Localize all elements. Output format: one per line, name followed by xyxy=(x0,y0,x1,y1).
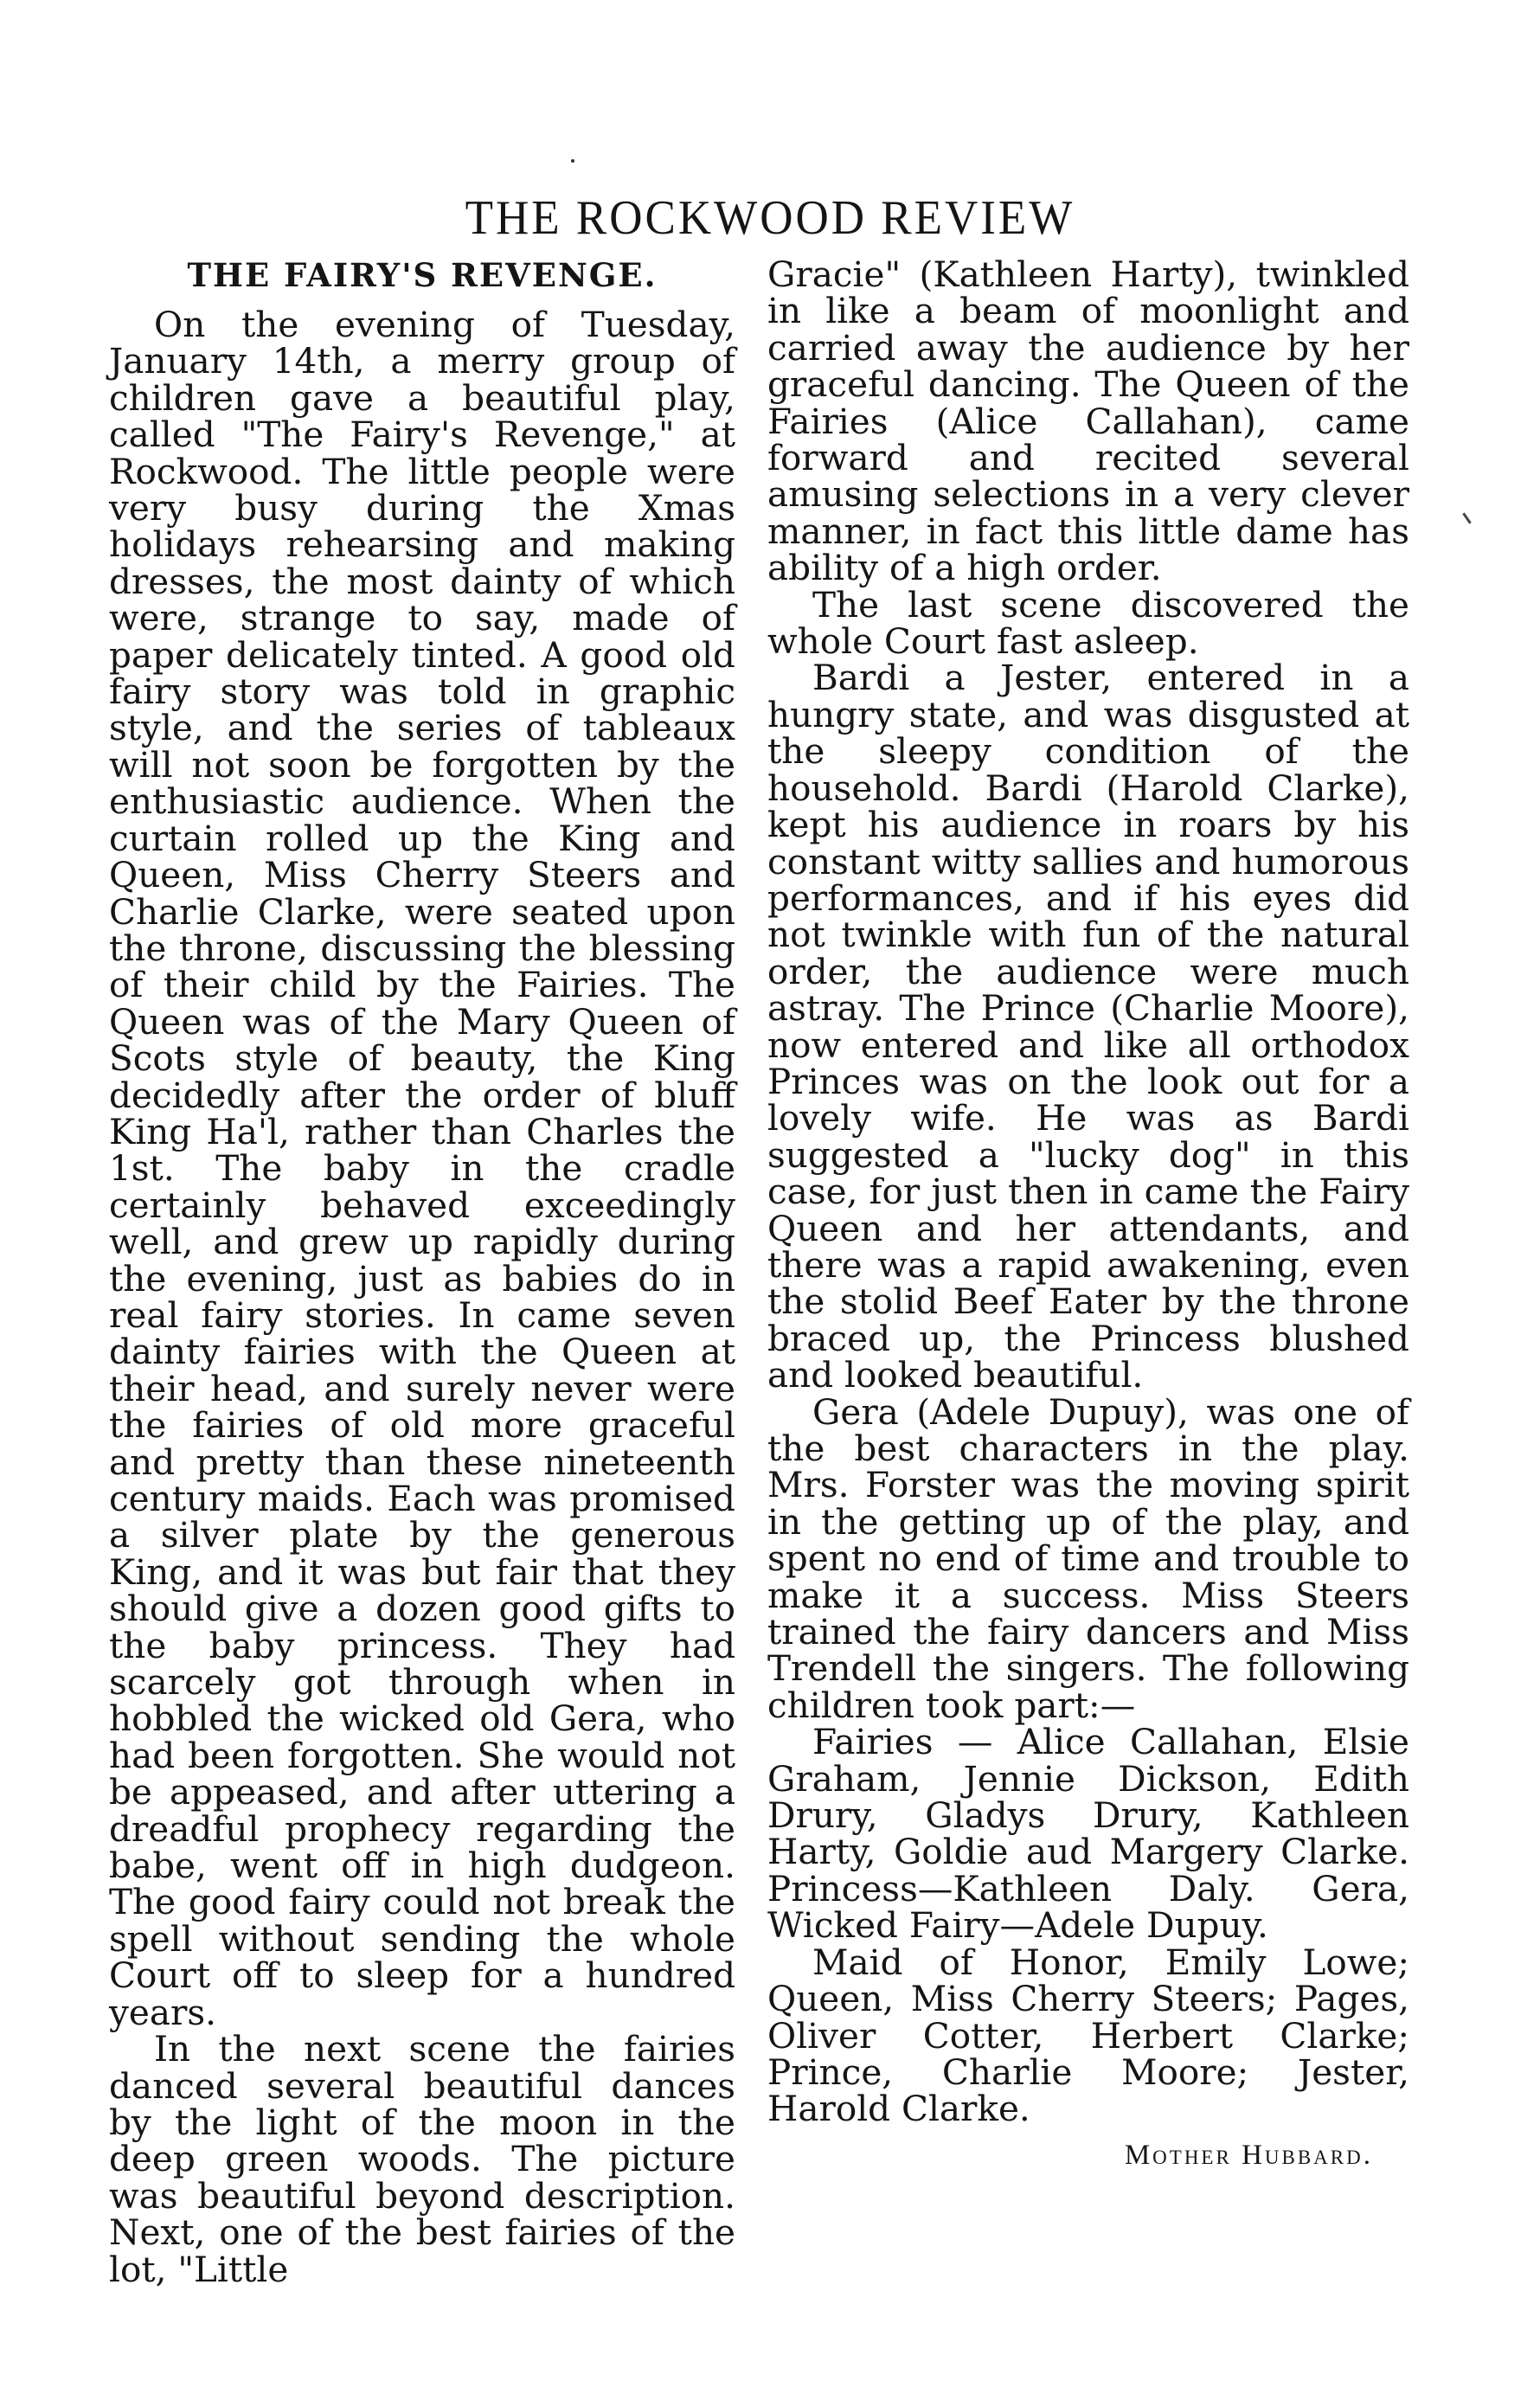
article-title: THE FAIRY'S REVENGE. xyxy=(187,256,658,294)
print-speck xyxy=(571,159,574,163)
cast-list-fairies: Fairies — Alice Callahan, Elsie Graham, Jennie Dickson, Edith Drury, Gladys Drury, Kathleen Harty, Goldie aud Margery Clarke. Princess—Kathleen Daly. Gera, Wicked Fairy—Adele Dupuy. xyxy=(767,1721,1409,1947)
author-signature: Mother Hubbard. xyxy=(1124,2139,1373,2171)
cast-list-roles: Maid of Honor, Emily Lowe; Queen, Miss Cherry Steers; Pages, Oliver Cotter, Herbert Clarke; Prince, Charlie Moore; Jester, Harold Clarke. xyxy=(767,1941,1409,2130)
right-paragraph-4: Gera (Adele Dupuy), was one of the best characters in the play. Mrs. Forster was the moving spirit in the getting up of the play, and spent no end of time and trouble to make it a success. Miss Steers trained the fairy dancers and Miss Trendell the singers. The following children took part:— xyxy=(767,1390,1409,1726)
left-paragraph-1: On the evening of Tuesday, January 14th, a merry group of children gave a beautiful play, called "The Fairy's Revenge," at Rockwood. The little people were very busy during the Xmas holidays rehearsing and making dresses, the most dainty of which were, strange to say, made of paper delicately tinted. A good old fairy story was told in graphic style, and the series of tableaux will not soon be forgotten by the enthusiastic audience. When the curtain rolled up the King and Queen, Miss Cherry Steers and Charlie Clarke, were seated upon the throne, discussing the blessing of their child by the Fairies. The Queen was of the Mary Queen of Scots style of beauty, the King decidedly after the order of bluff King Ha'l, rather than Charles the 1st. The baby in the cradle certainly behaved exceedingly well, and grew up rapidly during the evening, just as babies do in real fairy stories. In came seven dainty fairies with the Queen at their head, and surely never were the fairies of old more graceful and pretty than these nineteenth century maids. Each was promised a silver plate by the generous King, and it was but fair that they should give a dozen good gifts to the baby princess. They had scarcely got through when in hobbled the wicked old Gera, who had been forgotten. She would not be appeased, and after uttering a dreadful prophecy regarding the babe, went off in high dudgeon. The good fairy could not break the spell without sending the whole Court off to sleep for a hundred years. xyxy=(109,304,735,2033)
right-paragraph-1: Gracie" (Kathleen Harty), twinkled in like a beam of moonlight and carried away the audience by her graceful dancing. The Queen of the Fairies (Alice Callahan), came forward and recited several amusing selections in a very clever manner, in fact this little dame has ability of a high order. xyxy=(767,254,1409,589)
print-mark xyxy=(1462,512,1471,523)
left-column xyxy=(109,256,735,2288)
right-paragraph-2: The last scene discovered the whole Court fast asleep. xyxy=(767,583,1409,663)
right-paragraph-3: Bardi a Jester, entered in a hungry state, and was disgusted at the sleepy condition of the household. Bardi (Harold Clarke), kept his audience in roars by his constant witty sallies and humorous performances, and if his eyes did not twinkle with fun of the natural order, the audience were much astray. The Prince (Charlie Moore), now entered and like all orthodox Princes was on the look out for a lovely wife. He was as Bardi suggested a "lucky dog" in this case, for just then in came the Fairy Queen and her attendants, and there was a rapid awakening, even the stolid Beef Eater by the throne braced up, the Princess blushed and looked beautiful. xyxy=(767,657,1409,1396)
left-paragraph-2: In the next scene the fairies danced several beautiful dances by the light of the moon in the deep green woods. The picture was beautiful beyond description. Next, one of the best fairies of the lot, "Little xyxy=(109,2028,735,2290)
running-head: THE ROCKWOOD REVIEW xyxy=(465,191,1075,245)
right-column xyxy=(767,256,1409,2172)
